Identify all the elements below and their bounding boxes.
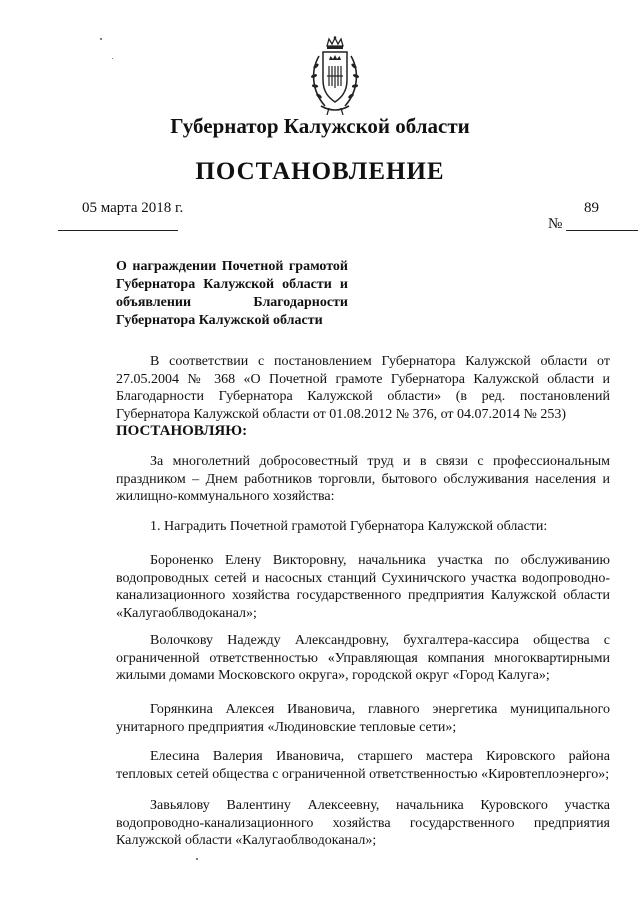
coat-of-arms-emblem — [305, 36, 365, 116]
scan-speck — [112, 58, 113, 59]
legal-basis-text: В соответствии с постановлением Губернатора Калужской области от 27.05.2004 № 368 «О Почетной грамоте Губернатора Калужской области и Благодарности Губернатора Калужской области» (в ред. постановлений Губернатора Калужской области от 01.08.2012 № 376, от 04.07.2014 № 253) — [116, 354, 610, 422]
awardee-paragraph: Горянкина Алексея Ивановича, главного энергетика муниципального унитарного предприятия «Людиновские тепловые сети»; — [116, 702, 610, 735]
legal-basis-paragraph — [116, 353, 610, 441]
scan-speck — [196, 858, 198, 860]
document-subject: О награждении Почетной грамотой Губернатора Калужской области и объявлении Благодарности Губернатора Калужской области — [116, 259, 348, 328]
date-underline — [58, 230, 178, 231]
issuer-title: Губернатор Калужской области — [170, 114, 470, 138]
awardee-paragraph: Завьялову Валентину Алексеевну, начальника Куровского участка водопроводно-канализационного хозяйства государственного предприятия Калужской области «Калугаоблводоканал»; — [116, 798, 610, 848]
reason-paragraph: За многолетний добросовестный труд и в связи с профессиональным праздником – Днем работников торговли, бытового обслуживания населения и жилищно-коммунального хозяйства: — [116, 454, 610, 504]
scan-speck — [100, 38, 102, 40]
resolve-keyword: ПОСТАНОВЛЯЮ: — [116, 423, 248, 439]
awardee-paragraph: Елесина Валерия Ивановича, старшего мастера Кировского района тепловых сетей общества с ограниченной ответственностью «Кировтеплоэнерго»; — [116, 749, 610, 782]
item-1-heading: 1. Наградить Почетной грамотой Губернатора Калужской области: — [150, 519, 548, 534]
document-type-heading: ПОСТАНОВЛЕНИЕ — [195, 158, 445, 185]
document-date: 05 марта 2018 г. — [82, 200, 184, 216]
document-number: 89 — [584, 200, 599, 216]
number-underline — [566, 230, 638, 231]
number-sign-label: № — [548, 216, 563, 232]
awardee-paragraph: Волочкову Надежду Александровну, бухгалтера-кассира общества с ограниченной ответственностью «Управляющая компания многоквартирными жилыми домами Московского округа», городской округ «Город Калуга»; — [116, 633, 610, 683]
awardee-paragraph: Бороненко Елену Викторовну, начальника участка по обслуживанию водопроводных сетей и насосных станций Сухиничского участка водопроводно-канализационного хозяйства государственного предприятия Калужской области «Калугаоблводоканал»; — [116, 553, 610, 621]
